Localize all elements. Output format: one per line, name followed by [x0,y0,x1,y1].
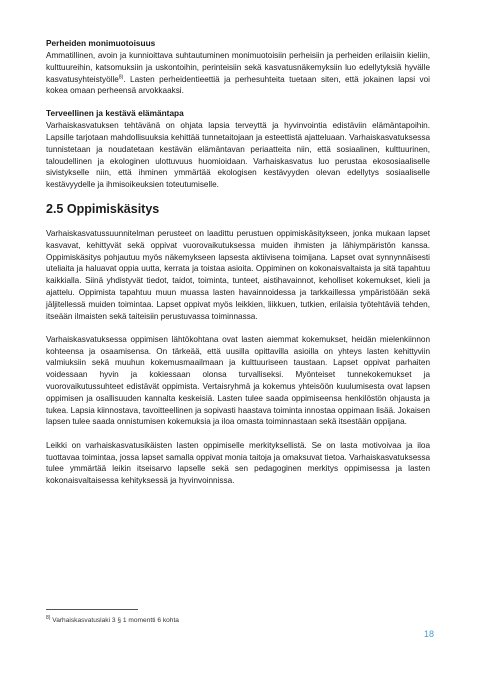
section-heading: Terveellinen ja kestävä elämäntapa [46,108,184,119]
footnote-divider [46,609,138,610]
chapter-title: 2.5 Oppimiskäsitys [46,201,160,216]
footnote [46,614,179,624]
chapter-paragraph: Varhaiskasvatussuunnitelman perusteet on laadittu perustuen oppimiskäsitykseen, jonka mukaan lapset kasvavat, kehittyvät sekä oppivat vuorovaikutuksessa muiden ihmisten ja lähiympäristön kanssa. Oppimiskäsitys pohjautuu myös näkemykseen lapsesta aktiivisena toimijana. Lapset ovat synnynnäisesti uteliaita ja haluavat oppia uutta, kerrata ja toistaa asioita. Oppiminen on kokonaisvaltaista ja sitä tapahtuu kaikkialla. Siinä yhdistyvät tiedot, taidot, toiminta, tunteet, aistihavainnot, keholliset kokemukset, kieli ja ajattelu. Oppimista tapahtuu muun muassa lasten havainnoidessa ja tarkkaillessa ympäristöään sekä jäljitellessä muiden toimintaa. Lapset oppivat myös leikkien, liikkuen, tutkien, erilaisia työtehtäviä tehden, itseään ilmaisten sekä taiteisiin perustuvassa toiminnassa. [46,228,430,321]
body-text-after: . Lasten perheidentieettiä ja perhesuhteita tuetaan siten, että jokainen lapsi voi kokea omaan perheensä arvokkaaksi. [46,74,430,96]
page-number: 18 [423,629,434,639]
chapter-paragraph: Leikki on varhaiskasvatusikäisten lasten oppimiselle merkityksellistä. Se on lasta motivoivaa ja iloa tuottavaa toimintaa, jossa lapset samalla oppivat monia taitoja ja omaksuvat tietoa. Varhaiskasvatuksessa tulee ymmärtää leikin itseisarvo lapselle sekä sen pedagoginen merkitys oppimisessa ja lasten kokonaisvaltaisessa kehityksessä ja hyvinvoinnissa. [46,440,430,486]
page-content [46,38,430,498]
section-body: Varhaiskasvatuksen tehtävänä on ohjata lapsia terveyttä ja hyvinvointia edistäviin elämäntapoihin. Lapsille tarjotaan mahdollisuuksia kehittää tunnetaitojaan ja esteettistä ajatteluaan. Varhaiskasvatuksessa tunnistetaan ja noudatetaan kestävän elämäntavan periaatteita niin, että sosiaalinen, kulttuurinen, taloudellinen ja ekologinen ulottuvuus huomioidaan. Varhaiskasvatus luo perustaa ekososiaaliselle sivistykselle niin, että ihminen ymmärtää ekologisen kestävyyden olevan edellytys sosiaaliselle kestävyydelle ja ihmisoikeuksien toteutumiselle. [46,121,430,190]
footnote-reference[interactable]: 8) [118,73,124,80]
section-body [46,50,430,97]
section-heading: Perheiden monimuotoisuus [46,38,156,48]
chapter-paragraph: Varhaiskasvatuksessa oppimisen lähtökohtana ovat lasten aiemmat kokemukset, heidän mielenkiinnon kohteensa ja osaamisensa. On tärkeää, että uusilla opittavilla asioilla on yhteys lasten kehittyviin valmiuksiin sekä muuhun kokemusmaailmaan ja kulttuuriseen taustaan. Lapset oppivat parhaiten voidessaan hyvin ja kokiessaan olonsa turvalliseksi. Myönteiset tunnekokemukset ja vuorovaikutussuhteet edistävät oppimista. Vertaisryhmä ja kokemus yhteisöön kuulumisesta ovat lapsen oppimisen ja osallisuuden kannalta keskeisiä. Lasten tulee saada oppimiseensa henkilöstön ohjausta ja tukea. Lapsia kiinnostava, tavoitteellinen ja sopivasti haastava toiminta innostaa oppimaan lisää. Jokaisen lapsen tulee saada onnistumisen kokemuksia ja iloa omasta toiminnastaan sekä itsestään oppijana. [46,334,430,427]
footnote-marker: 8) [46,614,51,621]
section-family-diversity [46,38,430,97]
section-healthy-lifestyle [46,108,430,191]
footnote-text: Varhaiskasvatuslaki 3 § 1 momentti 6 kohta [50,617,179,624]
body-text-before: Ammatillinen, avoin ja kunnioittava suhtautuminen monimuotoisiin perheisiin ja perheiden erilaisiin kieliin, kulttuureihin, katsomuksiin ja uskontoihin, perinteisiin sekä kasvatusnäkemyksiin luo edellytyksiä hyvälle kasvatusyhteistyölle [46,51,430,84]
